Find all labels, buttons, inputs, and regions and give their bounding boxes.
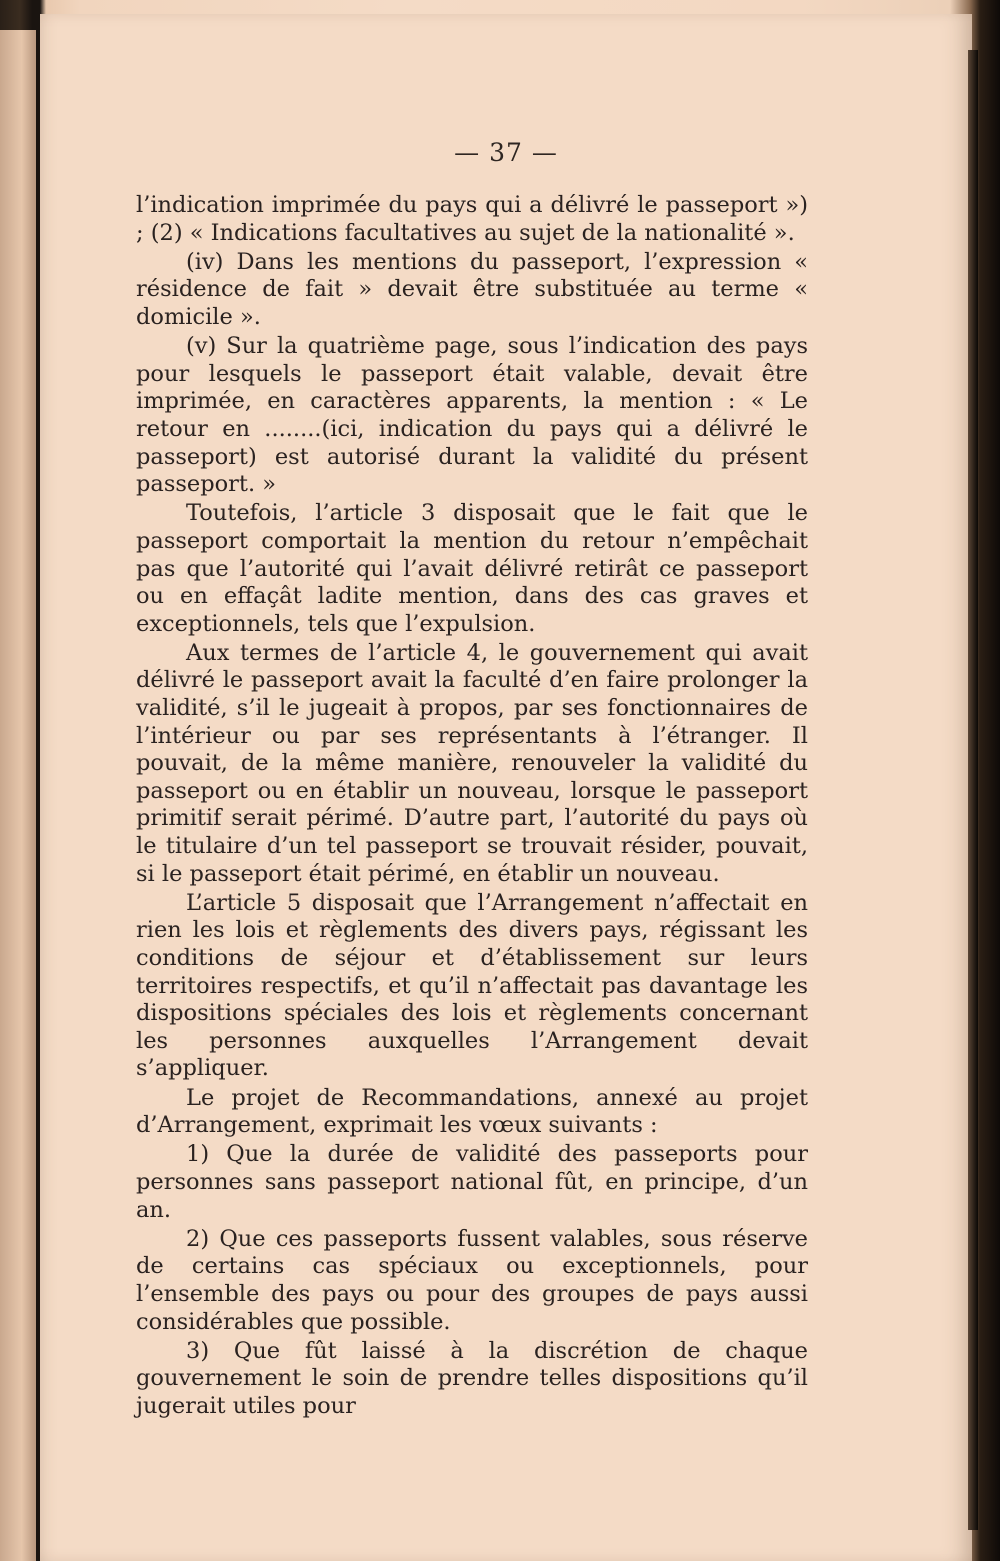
- paragraph-iv: (iv) Dans les mentions du passeport, l’expression « résidence de fait » devait être substituée au terme « domicile ».: [136, 248, 808, 330]
- paragraph-article-5: L’article 5 disposait que l’Arrangement n’affectait en rien les lois et règlements des divers pays, régissant les conditions de séjour et d’établissement sur leurs territoires respectifs, et qu’il n’affectait pas davantage les dispositions spéciales des lois et règlements concernant les personnes auxquelles l’Arrangement devait s’appliquer.: [136, 889, 808, 1082]
- paragraph-recommendations: Le projet de Recommandations, annexé au projet d’Arrangement, exprimait les vœux suivants :: [136, 1084, 808, 1139]
- paragraph-wish-1: 1) Que la durée de validité des passeports pour personnes sans passeport national fût, en principe, d’un an.: [136, 1141, 808, 1223]
- previous-page-edge: [0, 30, 36, 1561]
- page-stack-edge: [968, 50, 978, 1530]
- body-text: [136, 192, 808, 1422]
- paragraph-continuation: l’indication imprimée du pays qui a délivré le passeport ») ; (2) « Indications facultatives au sujet de la nationalité ».: [136, 192, 808, 246]
- book-page: [40, 14, 972, 1561]
- paragraph-wish-3: 3) Que fût laissé à la discrétion de chaque gouvernement le soin de prendre telles dispositions qu’il jugerait utiles pour: [136, 1337, 808, 1419]
- paragraph-article-4: Aux termes de l’article 4, le gouvernement qui avait délivré le passeport avait la faculté d’en faire prolonger la validité, s’il le jugeait à propos, par ses fonctionnaires de l’intérieur ou par ses représentants à l’étranger. Il pouvait, de la même manière, renouveler la validité du passeport ou en établir un nouveau, lorsque le passeport primitif serait périmé. D’autre part, l’autorité du pays où le titulaire d’un tel passeport se trouvait résider, pouvait, si le passeport était périmé, en établir un nouveau.: [136, 639, 808, 887]
- paragraph-wish-2: 2) Que ces passeports fussent valables, sous réserve de certains cas spéciaux ou exceptionnels, pour l’ensemble des pays ou pour des groupes de pays aussi considérables que possible.: [136, 1225, 808, 1335]
- paragraph-v: (v) Sur la quatrième page, sous l’indication des pays pour lesquels le passeport était valable, devait être imprimée, en caractères apparents, la mention : « Le retour en ........(ici, indication du pays qui a délivré le passeport) est autorisé durant la validité du présent passeport. »: [136, 333, 808, 498]
- page-number: — 37 —: [454, 138, 558, 167]
- paragraph-article-3: Toutefois, l’article 3 disposait que le fait que le passeport comportait la mention du retour n’empêchait pas que l’autorité qui l’avait délivré retirât ce passeport ou en effaçât ladite mention, dans des cas graves et exceptionnels, tels que l’expulsion.: [136, 500, 808, 637]
